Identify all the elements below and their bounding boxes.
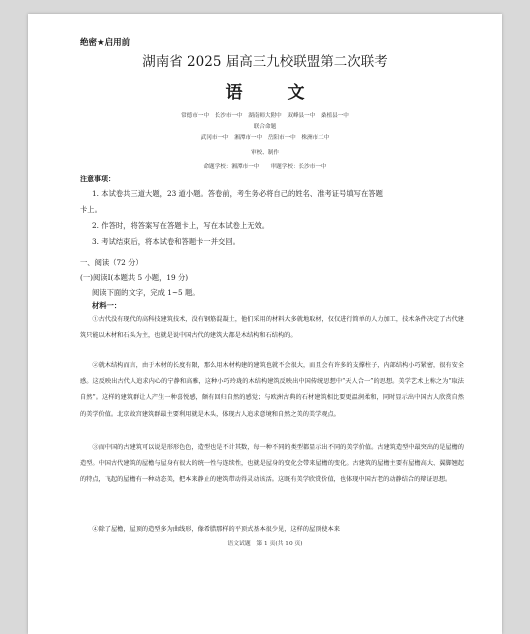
notes-heading: 注意事项： (80, 175, 115, 183)
note-item-1-cont: 卡上。 (80, 205, 102, 214)
subject-title: 语 文 (225, 83, 319, 103)
paragraph-2: ②就木结构而言，由于木材的长度有限，那么用木材构建的建筑也就不会很大，而且会有许多的支撑柱子，内部结构小巧紧密，很有安全感。这反映出古代人追求内心的宁静和高雅，这种小巧玲珑的木结构建筑反映出中国传统思想中“天人合一”的思想。美学艺术上称之为“取法自然”。这样的建筑群让人产生一种喜悦感，颇有回归自然的感觉；与欧洲古典的石材建筑相比要更温润柔和，同时显示出中国古人欣赏自然的美学价值。北京故宫建筑群最主要利用就是木头，体现古人追求意境和自然之美的美学观点。 (80, 362, 464, 418)
schools-line-1: 常德市一中 长沙市一中 湖南师大附中 双峰县一中 桑植县一中 (181, 113, 349, 119)
page-footer: 语文试题 第 1 页(共 10 页) (227, 541, 303, 547)
subpart-heading: (一)阅读Ⅰ(本题共 5 小题，19 分) (80, 273, 189, 282)
note-item-1: 1. 本试卷共三道大题，23 道小题。答卷前，考生务必将自己的姓名、准考证号填写在答题 (92, 189, 383, 198)
document-page (28, 14, 502, 634)
note-item-2: 2. 作答时，将答案写在答题卡上，写在本试卷上无效。 (92, 221, 270, 230)
schools-line-3: 武冈市一中 湘潭市一中 岳阳市一中 株洲市二中 (200, 135, 330, 141)
reading-instruction: 阅读下面的文字，完成 1~5 题。 (92, 288, 200, 297)
material-label: 材料一： (92, 301, 122, 310)
schools-line-4: 审校、制作 (251, 150, 279, 156)
paragraph-4: ④除了屋檐，屋顶的造型多为曲线形，像希腊那样的平顶式基本很少见，这样的屋顶使本来 (92, 526, 340, 533)
paragraph-3: ③而中国的古建筑可以说是形形色色，造型也是不计其数，每一种不同的类型都显示出不同的美学价值。古建筑造型中最突出的是屋檐的造型。中国古代建筑的屋檐与屋身有很大的统一性与连续性，也就是屋身的变化会带来屋檐的变化。古建筑的屋檐主要有屋檐高大、翼脚翘起的特点，飞起的屋檐有一种动态美，把本来静止的建筑带动得灵动该活。这既有美学欣赏价值，也体现中国古老的动静结合的辩证思想。 (80, 444, 464, 484)
note-item-3: 3. 考试结束后，将本试卷和答题卡一并交回。 (92, 237, 240, 246)
confidential-label: 绝密★启用前 (80, 38, 131, 48)
paragraph-1: ①古代没有现代的高科技建筑技术，没有钢筋混凝土，他们采用的材料大多就地取材，仅仅进行简单的人力加工，技术条件决定了古代建筑只能以木材和石头为主，也就是说中国古代的建筑大都是木结构和石结构的。 (80, 316, 464, 340)
exam-title: 湖南省 2025 届高三九校联盟第二次联考 (142, 54, 388, 70)
part-heading: 一、阅读（72 分） (80, 258, 143, 267)
schools-line-2: 联合命题 (253, 124, 277, 130)
schools-line-5: 命题学校：湘潭市一中 审题学校：长沙市一中 (203, 164, 327, 170)
